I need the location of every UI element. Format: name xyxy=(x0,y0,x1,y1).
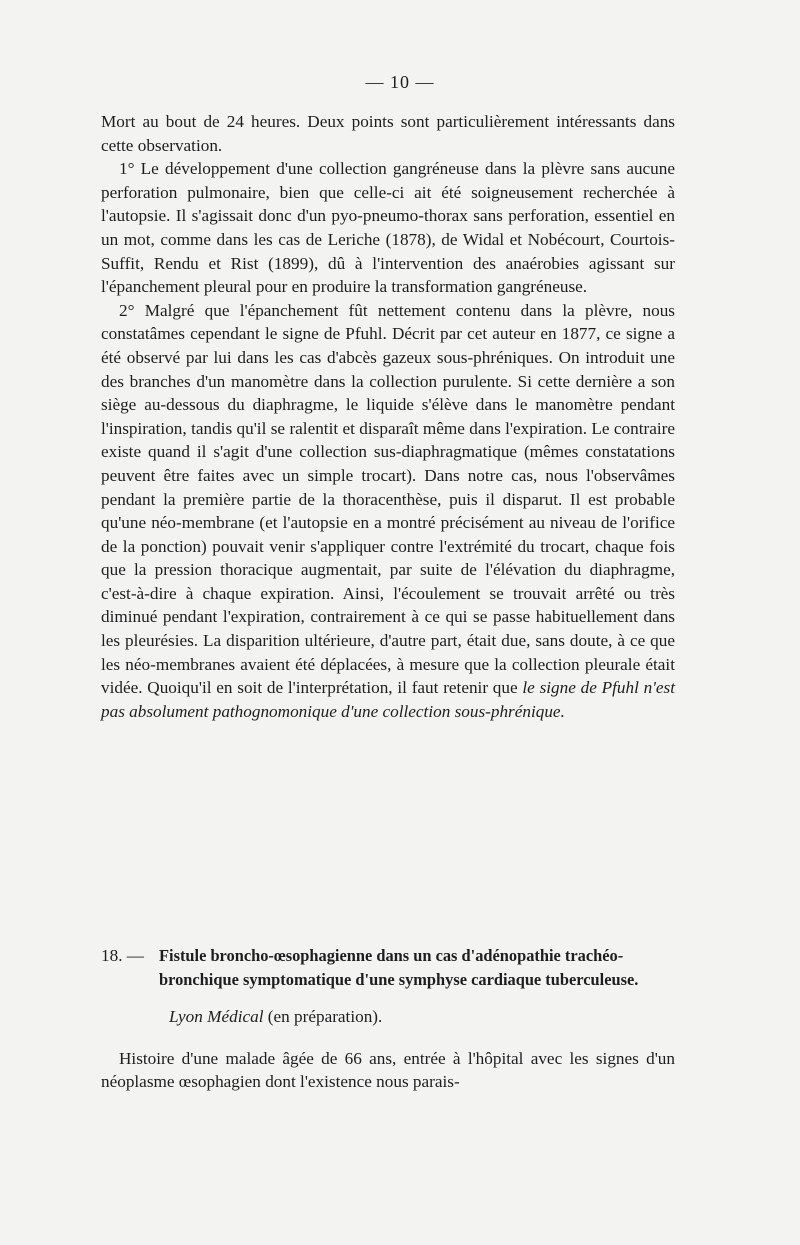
page-number: — 10 — xyxy=(365,72,435,92)
journal-name: Lyon Médical xyxy=(169,1007,264,1027)
body-text xyxy=(101,110,675,723)
journal-note: (en préparation). xyxy=(267,1007,383,1027)
entry-heading xyxy=(101,944,675,991)
paragraph-point-2-italic: le signe de Pfuhl n'est pas absolument pathognomonique d'une collection sous-phrénique. xyxy=(101,678,675,721)
journal-line xyxy=(101,1005,675,1029)
entry-title: Fistule broncho-œsophagienne dans un cas d'adénopathie trachéo-bronchique symptomatique d'une symphyse cardiaque tuberculeuse. xyxy=(159,946,639,989)
bibliography-entry xyxy=(101,944,675,1111)
paragraph-intro: Mort au bout de 24 heures. Deux points sont particulièrement intéressants dans cette observation. xyxy=(101,112,675,155)
paragraph-point-1: 1° Le développement d'une collection gangréneuse dans la plèvre sans aucune perforation pulmonaire, bien que celle-ci ait été soigneusement recherchée à l'autopsie. Il s'agissait donc d'un pyo-pneumo-thorax sans perforation, essentiel en un mot, comme dans les cas de Leriche (1878), de Widal et Nobécourt, Courtois-Suffit, Rendu et Rist (1899), dû à l'intervention des anaérobies agissant sur l'épanchement pleural pour en produire la transformation gangréneuse. xyxy=(101,159,675,297)
paragraph-point-2 xyxy=(101,299,675,724)
entry-summary: Histoire d'une malade âgée de 66 ans, entrée à l'hôpital avec les signes d'un néoplasme œsophagien dont l'existence nous parais- xyxy=(101,1048,675,1092)
paragraph-point-2-text: 2° Malgré que l'épanchement fût nettement contenu dans la plèvre, nous constatâmes cependant le signe de Pfuhl. Décrit par cet auteur en 1877, ce signe a été observé par lui dans les cas d'abcès gazeux sous-phréniques. On introduit une des branches d'un manomètre dans la collection purulente. Si cette dernière a son siège au-dessous du diaphragme, le liquide s'élève dans le manomètre pendant l'inspiration, tandis qu'il se ralentit et disparaît même dans l'expiration. Le contraire existe quand il s'agit d'une collection sus-diaphragmatique (mêmes constatations peuvent être faites avec un simple trocart). Dans notre cas, nous l'observâmes pendant la première partie de la thoracenthèse, puis il disparut. Il est probable qu'une néo-membrane (et l'autopsie en a montré précisément au niveau de l'orifice de la ponction) pouvait venir s'appliquer contre l'extrémité du trocart, chaque fois que la pression thoracique augmentait, par suite de l'élévation du diaphragme, c'est-à-dire à chaque expiration. Ainsi, l'écoulement se trouvait arrêté ou très diminué pendant l'expiration, contrairement à ce qui se passe habituellement dans les pleurésies. La disparition ultérieure, d'autre part, était due, sans doute, à ce que les néo-membranes avaient été déplacées, à mesure que la collection pleurale était vidée. Quoiqu'il en soit de l'interprétation, il faut retenir que xyxy=(101,300,675,698)
entry-number: 18. — xyxy=(101,946,144,965)
